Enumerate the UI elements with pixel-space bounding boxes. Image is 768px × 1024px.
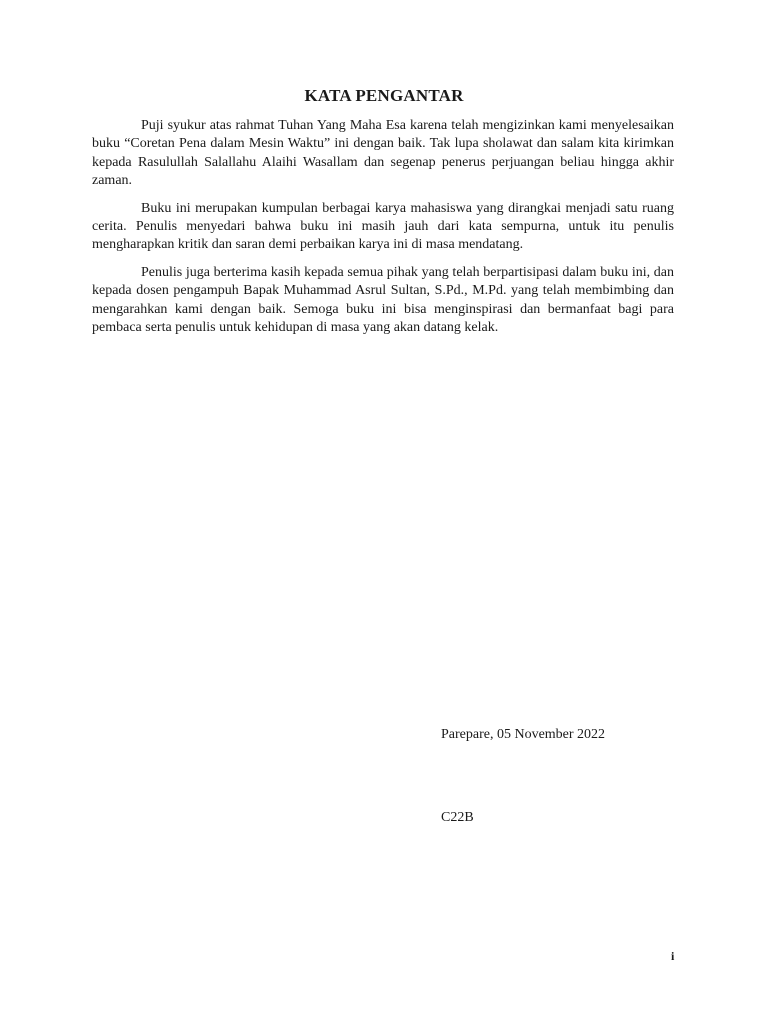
place-date: Parepare, 05 November 2022 — [441, 727, 606, 742]
page-number: i — [671, 949, 675, 963]
body-text — [92, 117, 674, 346]
page-title: KATA PENGANTAR — [304, 86, 464, 105]
paragraph-2: Buku ini merupakan kumpulan berbagai karya mahasiswa yang dirangkai menjadi satu ruang cerita. Penulis menyedari bahwa buku ini masih jauh dari kata sempurna, untuk itu penulis mengharapkan kritik dan saran demi perbaikan karya ini di masa mendatang. — [92, 200, 674, 253]
paragraph-1: Puji syukur atas rahmat Tuhan Yang Maha Esa karena telah mengizinkan kami menyelesaikan buku “Coretan Pena dalam Mesin Waktu” ini dengan baik. Tak lupa sholawat dan salam kita kirimkan kepada Rasulullah Salallahu Alaihi Wasallam dan segenap penerus perjuangan beliau hingga akhir zaman. — [92, 118, 674, 189]
paragraph-3: Penulis juga berterima kasih kepada semua pihak yang telah berpartisipasi dalam buku ini, dan kepada dosen pengampuh Bapak Muhammad Asrul Sultan, S.Pd., M.Pd. yang telah membimbing dan mengarahkan kami dengan baik. Semoga buku ini bisa menginspirasi dan bermanfaat bagi para pembaca serta penulis untuk kehidupan di masa yang akan datang kelak. — [92, 264, 674, 336]
signer-name: C22B — [441, 810, 474, 825]
